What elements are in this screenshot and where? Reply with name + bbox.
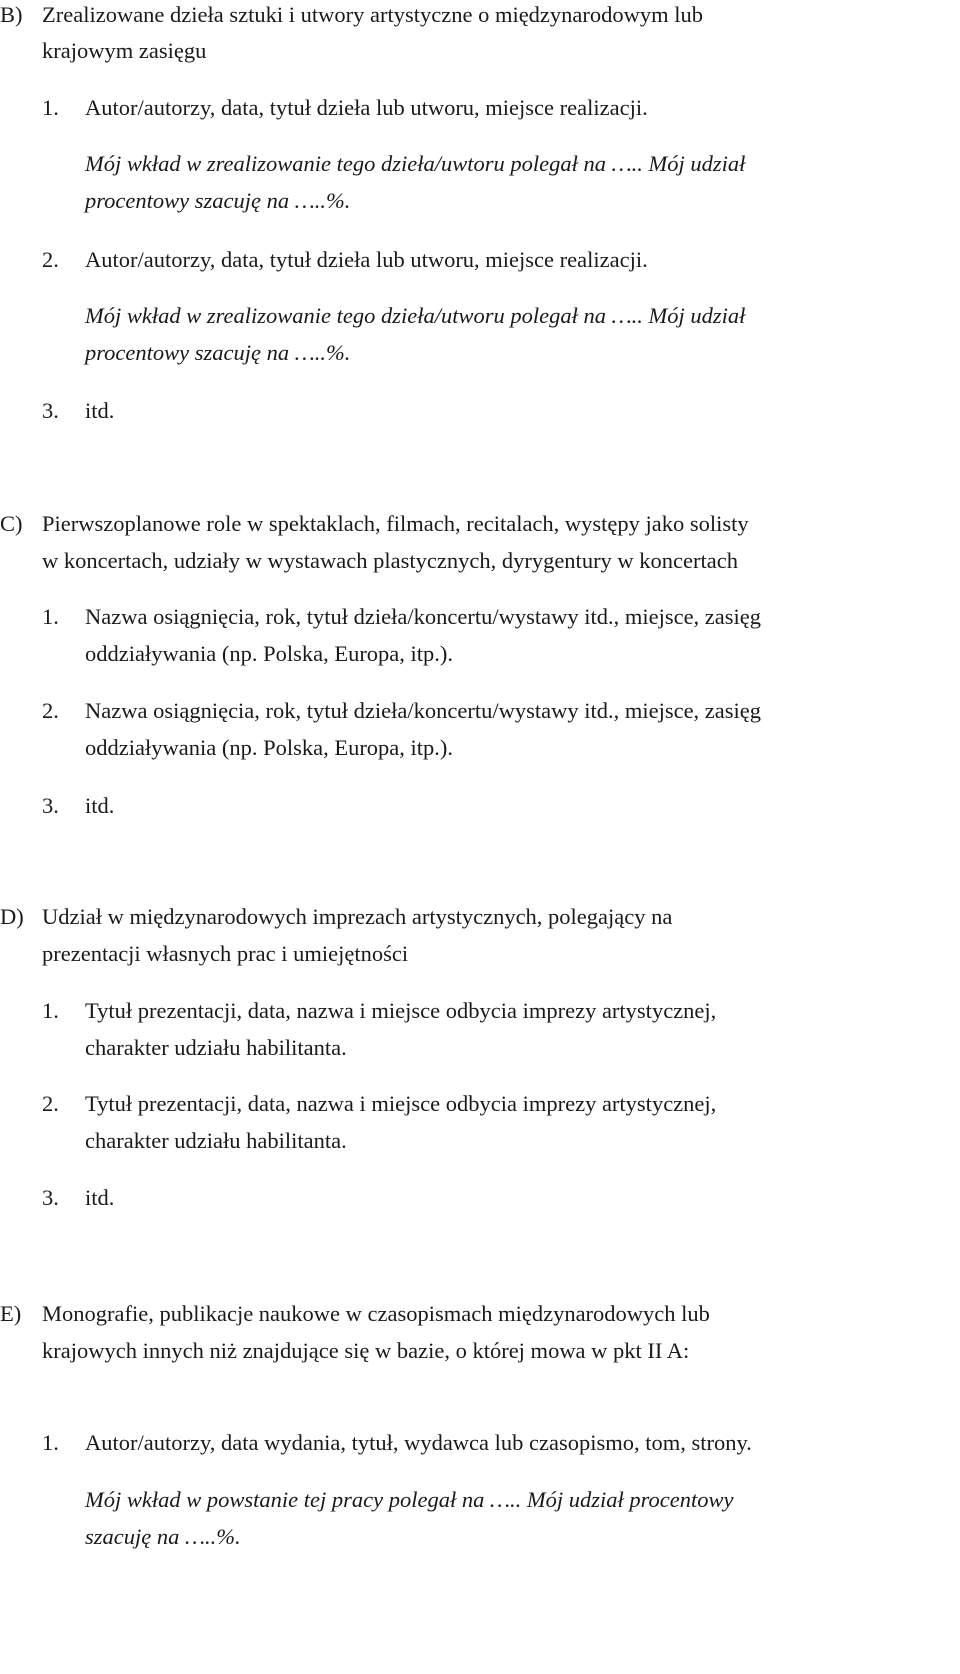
section-c-item-3-number: 3. [42,793,59,818]
section-b-letter: B) [0,2,23,27]
section-c-item-1-text-line-2: oddziaływania (np. Polska, Europa, itp.). [85,641,454,666]
section-d-heading-line-2: prezentacji własnych prac i umiejętności [42,941,409,966]
section-d-letter: D) [0,904,24,929]
section-e-letter: E) [0,1301,22,1326]
section-c-item-1-number: 1. [42,604,59,629]
section-e-item-1-note-line-1: Mój wkład w powstanie tej pracy polegał na ….. Mój udział procentowy [85,1487,734,1512]
section-c-heading-line-2: w koncertach, udziały w wystawach plastycznych, dyrygentury w koncertach [42,548,738,573]
section-e-item-1-note-line-2: szacuję na …..%. [85,1524,241,1549]
section-b-item-3-number: 3. [42,398,59,423]
section-d-heading-line-1: Udział w międzynarodowych imprezach artystycznych, polegający na [42,904,673,929]
section-e-heading-line-2: krajowych innych niż znajdujące się w bazie, o której mowa w pkt II A: [42,1338,690,1363]
section-d-item-1-text-line-1: Tytuł prezentacji, data, nazwa i miejsce odbycia imprezy artystycznej, [85,998,717,1023]
section-b-heading-line-1: Zrealizowane dzieła sztuki i utwory artystyczne o międzynarodowym lub [42,2,704,27]
section-c-letter: C) [0,511,23,536]
section-b-item-3-text: itd. [85,398,115,423]
section-c-item-2-text-line-2: oddziaływania (np. Polska, Europa, itp.). [85,735,454,760]
section-e-item-1-text: Autor/autorzy, data wydania, tytuł, wydawca lub czasopismo, tom, strony. [85,1430,752,1455]
section-e-heading-line-1: Monografie, publikacje naukowe w czasopismach międzynarodowych lub [42,1301,710,1326]
section-b-item-2-number: 2. [42,247,59,272]
section-b-item-2-text: Autor/autorzy, data, tytuł dzieła lub utworu, miejsce realizacji. [85,247,648,272]
section-b-item-1-note-line-2: procentowy szacuję na …..%. [85,188,351,213]
section-e-item-1-number: 1. [42,1430,59,1455]
section-b-item-2-note-line-1: Mój wkład w zrealizowanie tego dzieła/utworu polegał na ….. Mój udział [85,303,746,328]
section-c-item-2-text-line-1: Nazwa osiągnięcia, rok, tytuł dzieła/koncertu/wystawy itd., miejsce, zasięg [85,698,762,723]
section-c-item-1-text-line-1: Nazwa osiągnięcia, rok, tytuł dzieła/koncertu/wystawy itd., miejsce, zasięg [85,604,762,629]
section-b-item-1-text: Autor/autorzy, data, tytuł dzieła lub utworu, miejsce realizacji. [85,95,648,120]
section-b-item-1-note-line-1: Mój wkład w zrealizowanie tego dzieła/uwtoru polegał na ….. Mój udział [85,151,746,176]
section-d-item-2-number: 2. [42,1091,59,1116]
section-d-item-3-text: itd. [85,1185,115,1210]
section-d-item-1-text-line-2: charakter udziału habilitanta. [85,1035,347,1060]
section-d-item-3-number: 3. [42,1185,59,1210]
section-c-heading-line-1: Pierwszoplanowe role w spektaklach, filmach, recitalach, występy jako solisty [42,511,749,536]
section-b-item-1-number: 1. [42,95,59,120]
section-b-heading-line-2: krajowym zasięgu [42,38,207,63]
section-d-item-1-number: 1. [42,998,59,1023]
section-b-item-2-note-line-2: procentowy szacuję na …..%. [85,340,351,365]
section-c-item-3-text: itd. [85,793,115,818]
section-d-item-2-text-line-1: Tytuł prezentacji, data, nazwa i miejsce odbycia imprezy artystycznej, [85,1091,717,1116]
section-d-item-2-text-line-2: charakter udziału habilitanta. [85,1128,347,1153]
section-c-item-2-number: 2. [42,698,59,723]
